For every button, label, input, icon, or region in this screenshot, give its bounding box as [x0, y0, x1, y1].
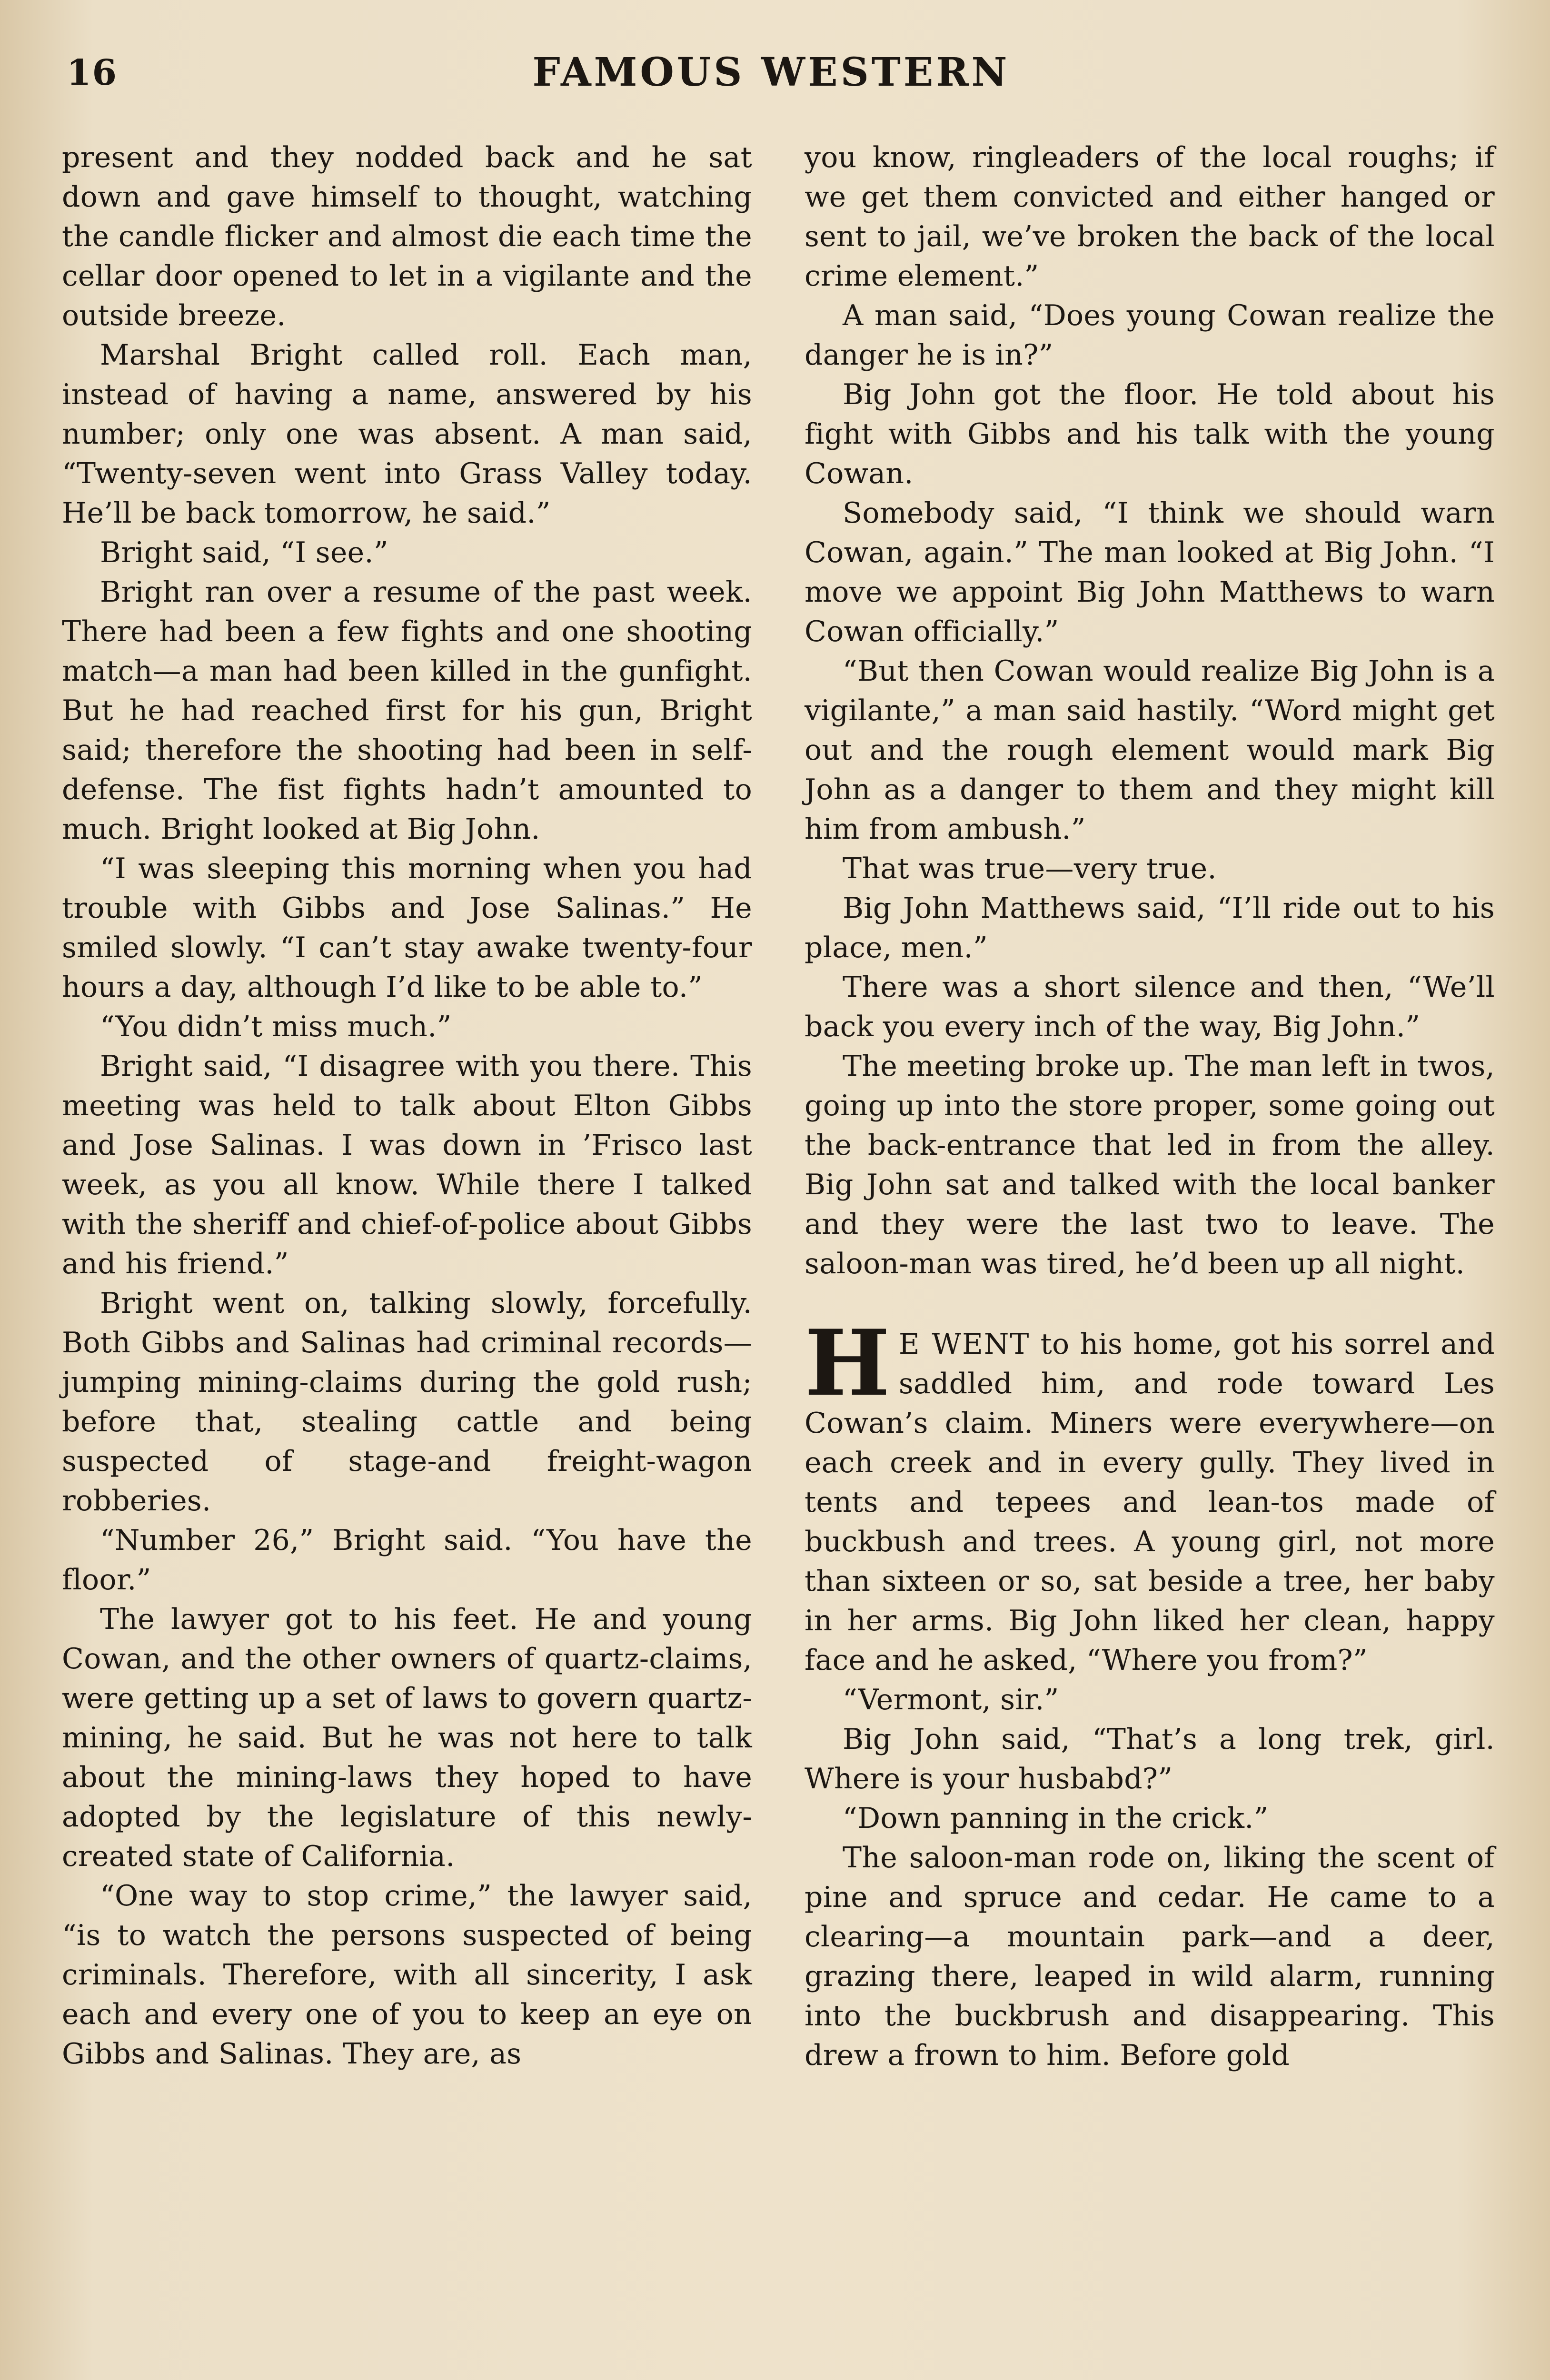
- paragraph: “One way to stop crime,” the lawyer said, “is to watch the persons suspected of being criminals. Therefore, with all sincerity, I ask each and every one of you to keep an eye on Gibbs and Salinas. They are, as: [62, 1879, 752, 2071]
- paragraph: you know, ringleaders of the local roughs; if we get them convicted and either hanged or sent to jail, we’ve broken the back of the local crime element.”: [805, 141, 1495, 293]
- paragraph: The saloon-man rode on, liking the scent of pine and spruce and cedar. He came to a clearing—a mountain park—and a deer, grazing there, leaped in wild alarm, running into the buckbrush and disappearing. This drew a frown to him. Before gold: [805, 1841, 1495, 2072]
- paragraph: Big John Matthews said, “I’ll ride out to his place, men.”: [805, 892, 1495, 964]
- paragraph: Somebody said, “I think we should warn Cowan, again.” The man looked at Big John. “I move we appoint Big John Matthews to warn Cowan officially.”: [805, 496, 1495, 648]
- paragraph: Bright ran over a resume of the past week. There had been a few fights and one shooting match—a man had been killed in the gunfight. But he had reached first for his gun, Bright said; therefore the shooting had been in self-defense. The fist fights hadn’t amounted to much. Bright looked at Big John.: [62, 575, 752, 846]
- paragraph: The lawyer got to his feet. He and young Cowan, and the other owners of quartz-claims, were getting up a set of laws to govern quartz-mining, he said. But he was not here to talk about the mining-laws they hoped to have adopted by the legislature of this newly-created state of California.: [62, 1603, 752, 1873]
- paragraph: Bright said, “I see.”: [100, 536, 388, 569]
- lead-in-text: E WENT: [898, 1328, 1030, 1361]
- paragraph: Big John said, “That’s a long trek, girl. Where is your husbabd?”: [805, 1723, 1495, 1795]
- section-break: [805, 1284, 1495, 1325]
- paragraph: Bright went on, talking slowly, forcefully. Both Gibbs and Salinas had criminal records—jumping mining-claims during the gold rush; before that, stealing cattle and being suspected of stage-and freight-wagon robberies.: [62, 1287, 752, 1517]
- paragraph: “But then Cowan would realize Big John is a vigilante,” a man said hastily. “Word might get out and the rough element would mark Big John as a danger to them and they might kill him from ambush.”: [805, 654, 1495, 846]
- right-column: [805, 138, 1495, 2075]
- section-opening-paragraph: [805, 1310, 1495, 1680]
- page-number: 16: [67, 52, 118, 93]
- drop-cap: H: [805, 1310, 890, 1416]
- paragraph: Marshal Bright called roll. Each man, instead of having a name, answered by his number; only one was absent. A man said, “Twenty-seven went into Grass Valley today. He’ll be back tomorrow, he said.”: [62, 338, 752, 530]
- paragraph: Big John got the floor. He told about his fight with Gibbs and his talk with the young Cowan.: [805, 378, 1495, 490]
- paragraph: present and they nodded back and he sat down and gave himself to thought, watching the candle flicker and almost die each time the cellar door opened to let in a vigilante and the outside breeze.: [62, 141, 752, 332]
- magazine-title: FAMOUS WESTERN: [532, 50, 1010, 95]
- paragraph: “Vermont, sir.”: [843, 1683, 1059, 1716]
- paragraph: “I was sleeping this morning when you had trouble with Gibbs and Jose Salinas.” He smiled slowly. “I can’t stay awake twenty-four hours a day, although I’d like to be able to.”: [62, 852, 752, 1004]
- section-opening-text: to his home, got his sorrel and saddled him, and rode toward Les Cowan’s claim. Miners were everywhere—on each creek and in every gully. They lived in tents and tepees and lean-tos made of buckbush and trees. A young girl, not more than sixteen or so, sat beside a tree, her baby in her arms. Big John liked her clean, happy face and he asked, “Where you from?”: [805, 1328, 1495, 1677]
- paragraph: That was true—very true.: [843, 852, 1217, 885]
- page-header: [67, 43, 1476, 100]
- paragraph: A man said, “Does young Cowan realize the danger he is in?”: [805, 299, 1495, 372]
- paragraph: “Number 26,” Bright said. “You have the floor.”: [62, 1524, 752, 1597]
- paragraph: The meeting broke up. The man left in twos, going up into the store proper, some going out the back-entrance that led in from the alley. Big John sat and talked with the local banker and they were the last two to leave. The saloon-man was tired, he’d been up all night.: [805, 1050, 1495, 1280]
- left-column: [62, 138, 752, 2074]
- paragraph: Bright said, “I disagree with you there. This meeting was held to talk about Elton Gibbs and Jose Salinas. I was down in ’Frisco last week, as you all know. While there I talked with the sheriff and chief-of-police about Gibbs and his friend.”: [62, 1050, 752, 1280]
- paragraph: There was a short silence and then, “We’ll back you every inch of the way, Big John.”: [805, 971, 1495, 1043]
- paragraph: “You didn’t miss much.”: [100, 1010, 452, 1043]
- paragraph: “Down panning in the crick.”: [843, 1802, 1269, 1835]
